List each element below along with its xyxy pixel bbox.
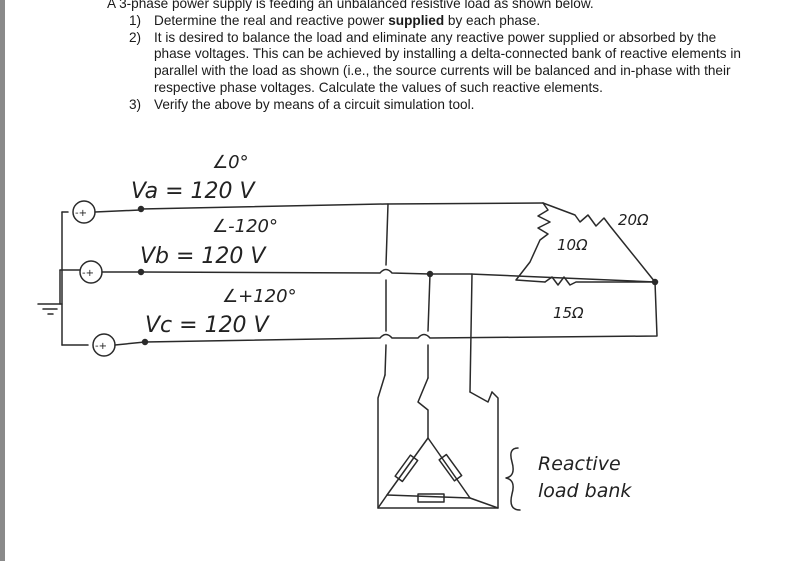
vb-label: Vb = 120 V (140, 244, 266, 269)
bank-wire-b (428, 274, 430, 378)
resistor-20-label: 20Ω (618, 211, 649, 229)
vb-angle: ∠-120° (212, 216, 278, 237)
bank-switches (378, 375, 498, 508)
source-va (73, 201, 140, 223)
item-text: Determine the real and reactive power (154, 12, 389, 28)
item-text: Verify the above by means of a circuit simulation tool. (154, 96, 475, 112)
problem-intro: A 3-phase power supply is feeding an unbalanced resistive load as shown below. (107, 0, 594, 11)
va-angle: ∠0° (212, 152, 249, 173)
resistor-10-label: 10Ω (557, 236, 588, 254)
source-vc-polarity: -+ (95, 341, 107, 352)
vc-label: Vc = 120 V (145, 313, 269, 338)
item-number: 3) (129, 96, 142, 112)
item-number: 2) (129, 29, 142, 45)
resistor-15-label: 15Ω (553, 304, 584, 322)
source-vb-polarity: -+ (82, 268, 94, 279)
source-va-polarity: -+ (75, 208, 87, 219)
bank-wire-c (470, 274, 472, 392)
bank-wire-a (385, 204, 388, 375)
item-text-bold: supplied (388, 12, 445, 28)
item-text: by each phase. (444, 12, 541, 28)
bank-label-line1: Reactive (538, 453, 621, 475)
source-vc (93, 334, 145, 356)
resistor-10 (516, 203, 550, 282)
source-vb (80, 261, 140, 283)
bank-label-line2: load bank (538, 480, 632, 502)
item-text: It is desired to balance the load and eliminate any reactive power supplied or absorbed by the phase voltages. This can be achieved by installing a delta-connected bank of reactive elements in parallel with the load as shown (i.e., the source currents will be balanced and in-phase with their respective phase voltages. Calculate the values of such reactive elements. (154, 29, 741, 95)
vc-angle: ∠+120° (222, 286, 297, 307)
item-number: 1) (129, 12, 142, 28)
phase-b-line (141, 270, 655, 283)
bank-brace (506, 448, 520, 510)
va-label: Va = 120 V (131, 179, 255, 204)
ground-icon (38, 270, 80, 314)
reactive-bank-delta (378, 438, 498, 508)
